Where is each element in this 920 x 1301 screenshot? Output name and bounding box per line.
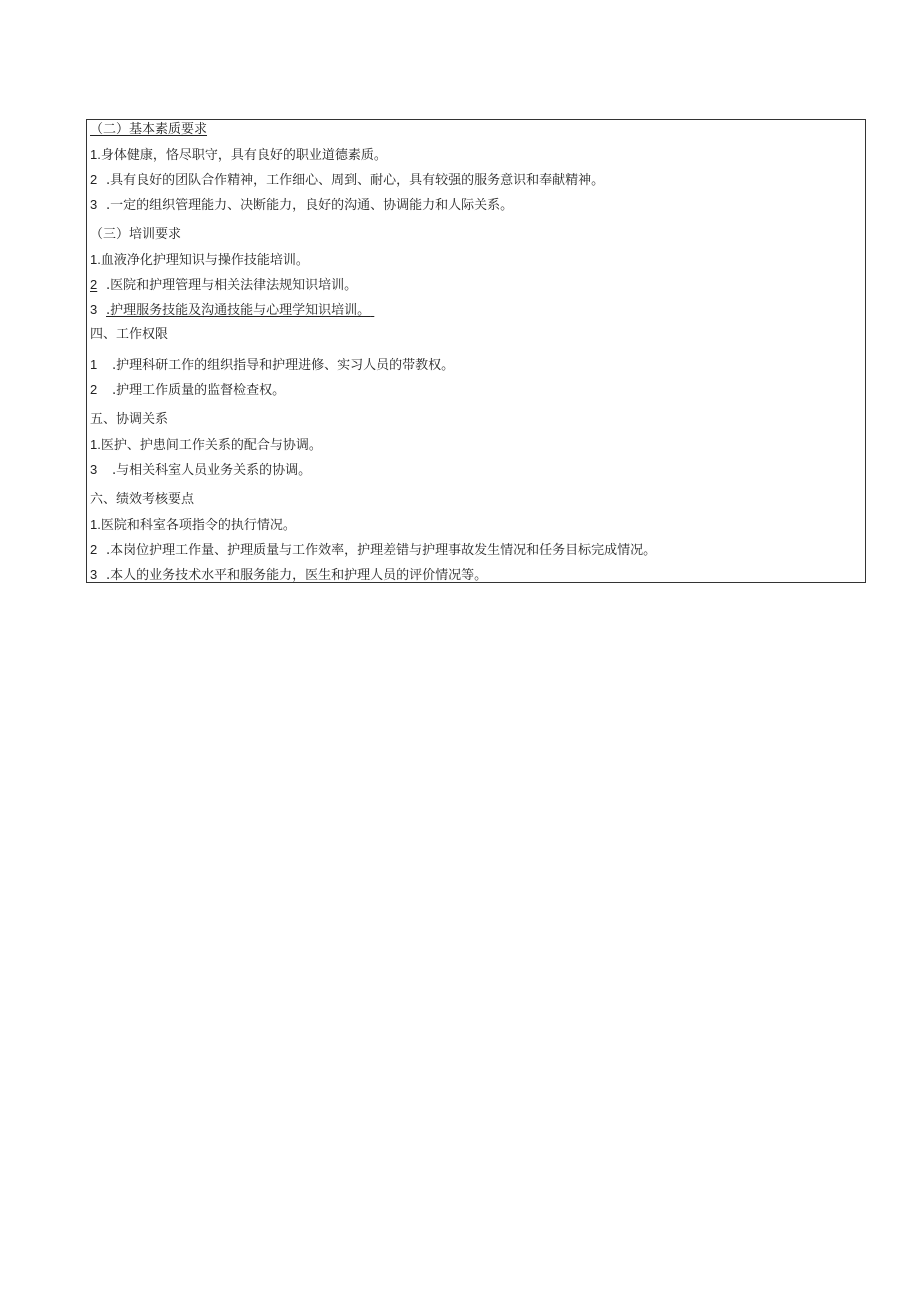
item-text: 身体健康，恪尽职守，具有良好的职业道德素质。 bbox=[100, 148, 387, 163]
section-heading-coordination: 五、协调关系 bbox=[90, 412, 169, 427]
section-heading-training: （三）培训要求 bbox=[90, 227, 182, 242]
item-text: .一定的组织管理能力、决断能力，良好的沟通、协调能力和人际关系。 bbox=[106, 198, 514, 213]
item-text: .与相关科室人员业务关系的协调。 bbox=[112, 463, 312, 478]
item-number: 3 bbox=[90, 462, 98, 477]
item-number: 2 bbox=[90, 277, 98, 292]
item-number: 3 bbox=[90, 567, 98, 582]
item-number: 2 bbox=[90, 542, 98, 557]
section-heading-authority: 四、工作权限 bbox=[90, 327, 169, 342]
section-heading-performance: 六、绩效考核要点 bbox=[90, 492, 195, 507]
list-item bbox=[90, 567, 487, 584]
item-number: 1. bbox=[90, 252, 101, 267]
list-item bbox=[90, 462, 311, 479]
job-description-table bbox=[86, 119, 866, 583]
list-item bbox=[90, 277, 357, 294]
item-number: 3 bbox=[90, 302, 98, 317]
list-item bbox=[90, 517, 296, 534]
list-item bbox=[90, 437, 322, 454]
item-text: 医院和科室各项指令的执行情况。 bbox=[100, 518, 296, 533]
list-item bbox=[90, 382, 285, 399]
section-heading-basic-quality: （二）基本素质要求 bbox=[90, 122, 208, 137]
list-item bbox=[90, 147, 387, 164]
item-number: 1. bbox=[90, 437, 101, 452]
list-item bbox=[90, 357, 454, 374]
item-text: .本人的业务技术水平和服务能力，医生和护理人员的评价情况等。 bbox=[106, 568, 488, 583]
item-number: 1. bbox=[90, 517, 101, 532]
item-text: .护理工作质量的监督检查权。 bbox=[112, 383, 286, 398]
item-text: .护理服务技能及沟通技能与心理学知识培训。 bbox=[106, 303, 371, 318]
list-item bbox=[90, 172, 604, 189]
item-text: .具有良好的团队合作精神，工作细心、周到、耐心，具有较强的服务意识和奉献精神。 bbox=[106, 173, 605, 188]
item-text: 医护、护患间工作关系的配合与协调。 bbox=[100, 438, 322, 453]
list-item bbox=[90, 252, 309, 269]
list-item bbox=[90, 542, 656, 559]
list-item bbox=[90, 197, 513, 214]
item-number: 1 bbox=[90, 357, 98, 372]
item-number: 3 bbox=[90, 197, 98, 212]
item-text: .护理科研工作的组织指导和护理进修、实习人员的带教权。 bbox=[112, 358, 455, 373]
item-text: 血液净化护理知识与操作技能培训。 bbox=[100, 253, 309, 268]
item-number: 1. bbox=[90, 147, 101, 162]
list-item bbox=[90, 302, 374, 319]
item-text: .本岗位护理工作量、护理质量与工作效率，护理差错与护理事故发生情况和任务目标完成情况。 bbox=[106, 543, 657, 558]
item-number: 2 bbox=[90, 382, 98, 397]
item-number: 2 bbox=[90, 172, 98, 187]
item-text: .医院和护理管理与相关法律法规知识培训。 bbox=[106, 278, 358, 293]
